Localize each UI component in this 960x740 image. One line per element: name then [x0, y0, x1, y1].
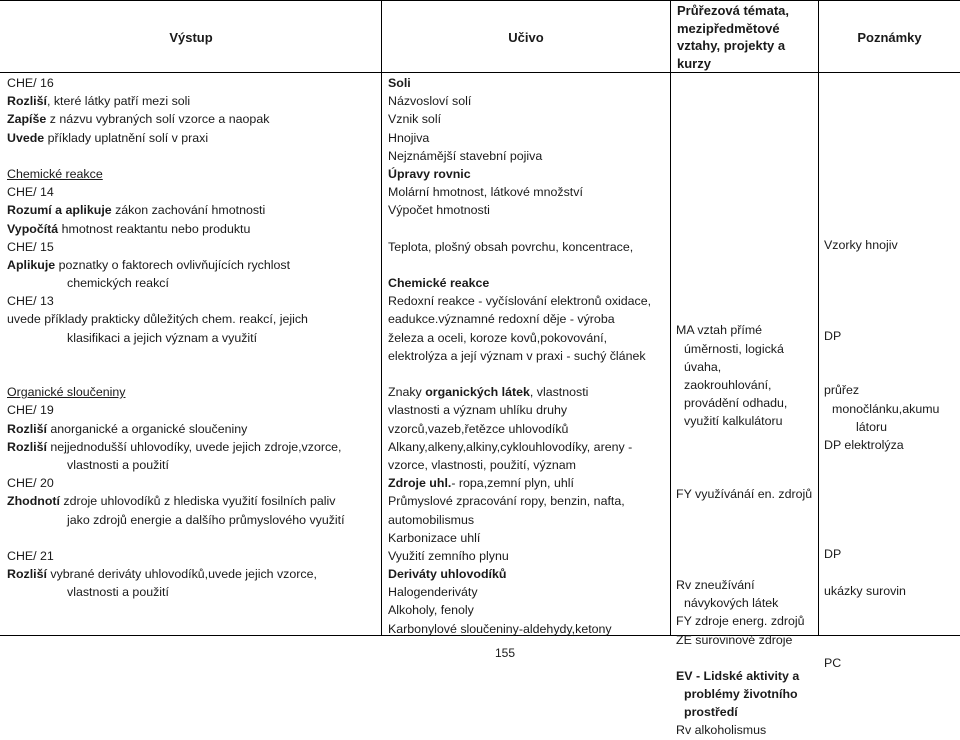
prurezova-line	[676, 285, 812, 303]
vystup-text: nejjednodušší uhlovodíky, uvede jejich zdroje,vzorce,	[46, 439, 342, 454]
ucivo-text: Soli	[388, 76, 411, 90]
prurezova-line	[676, 394, 812, 412]
ucivo-text: Halogenderiváty	[388, 585, 478, 600]
ucivo-text: Znaky	[388, 385, 426, 400]
poznamky-line	[824, 272, 939, 290]
poznamky-line	[824, 309, 939, 327]
ucivo-line	[388, 565, 651, 583]
ucivo-line	[388, 492, 651, 510]
vystup-line	[7, 147, 345, 165]
ucivo-line	[388, 110, 651, 128]
ucivo-line	[388, 74, 651, 92]
ucivo-line	[388, 220, 651, 238]
vystup-line	[7, 438, 345, 456]
poznamky-line	[824, 200, 939, 218]
poznamky-text: látoru	[856, 419, 887, 434]
ucivo-line	[388, 274, 651, 292]
ucivo-text: vzorců,vazeb,řetězce uhlovodíků	[388, 421, 569, 436]
prurezova-text: FY využívánáí en. zdrojů	[676, 487, 813, 501]
prurezova-line	[676, 594, 812, 612]
vystup-line	[7, 110, 345, 128]
vystup-line	[7, 310, 345, 328]
column-divider-2	[670, 0, 671, 636]
poznamky-line	[824, 600, 939, 618]
vystup-text: jako zdrojů energie a dalšího průmyslového využití	[67, 512, 345, 527]
ucivo-text: - ropa,zemní plyn, uhlí	[451, 476, 574, 491]
ucivo-line	[388, 365, 651, 383]
header-prurezova-line-2: mezipředmětové	[677, 20, 780, 36]
vystup-line	[7, 365, 345, 383]
poznamky-line	[824, 254, 939, 272]
vystup-text: CHE/ 21	[7, 548, 54, 563]
vystup-text: vlastnosti a použití	[67, 457, 169, 472]
prurezova-line	[676, 721, 812, 739]
prurezova-line	[676, 267, 812, 285]
ucivo-text: organických látek	[425, 385, 530, 400]
vystup-text: vybrané deriváty uhlovodíků,uvede jejich vzorce,	[46, 567, 317, 582]
prurezova-line	[676, 503, 812, 521]
ucivo-line	[388, 420, 651, 438]
prurezova-text: úvaha,	[684, 359, 722, 374]
ucivo-text: Alkoholy, fenoly	[388, 603, 474, 618]
poznamky-line	[824, 527, 939, 545]
vystup-text: Organické sloučeniny	[7, 385, 126, 400]
vystup-text: příklady uplatnění solí v praxi	[44, 130, 209, 145]
ucivo-text: Redoxní reakce - vyčíslování elektronů oxidace,	[388, 294, 652, 309]
vystup-line	[7, 183, 345, 201]
ucivo-line	[388, 547, 651, 565]
poznamky-line	[824, 327, 939, 345]
poznamky-line	[824, 472, 939, 490]
poznamky-text: DP	[824, 547, 842, 562]
vystup-text: Chemické reakce	[7, 166, 103, 181]
vystup-line	[7, 165, 345, 183]
column-divider-1	[381, 0, 382, 636]
vystup-column	[7, 74, 345, 601]
poznamky-line	[824, 236, 939, 254]
vystup-line	[7, 238, 345, 256]
vystup-line	[7, 129, 345, 147]
header-prurezova-temata	[671, 2, 818, 72]
poznamky-line	[824, 291, 939, 309]
vystup-text: uvede příklady prakticky důležitých chem. reakcí, jejich	[7, 312, 308, 327]
vystup-line	[7, 547, 345, 565]
ucivo-line	[388, 165, 651, 183]
vystup-line	[7, 256, 345, 274]
ucivo-text: Názvosloví solí	[388, 94, 472, 109]
poznamky-text: monočlánku,akumu	[832, 401, 940, 416]
ucivo-text: Teplota, plošný obsah povrchu, koncentrace,	[388, 239, 634, 254]
vystup-text: hmotnost reaktantu nebo produktu	[58, 221, 251, 236]
vystup-line	[7, 74, 345, 92]
vystup-line	[7, 274, 345, 292]
vystup-text: Rozumí a aplikuje	[7, 203, 112, 218]
prurezova-line	[676, 467, 812, 485]
prurezova-text: návykových látek	[684, 596, 779, 611]
table-border-top	[0, 0, 960, 1]
ucivo-line	[388, 292, 651, 310]
vystup-line	[7, 420, 345, 438]
vystup-text: Uvede	[7, 130, 45, 145]
ucivo-line	[388, 383, 651, 401]
poznamky-line	[824, 509, 939, 527]
ucivo-text: železa a oceli, koroze kovů,pokovování,	[388, 330, 608, 345]
ucivo-line	[388, 201, 651, 219]
header-prurezova-line-4: kurzy	[677, 55, 711, 71]
ucivo-line	[388, 347, 651, 365]
prurezova-text: Rv zneužívání	[676, 577, 755, 592]
poznamky-line	[824, 381, 939, 399]
vystup-text: CHE/ 13	[7, 294, 54, 309]
page-number: 155	[494, 646, 516, 660]
ucivo-text: automobilismus	[388, 512, 475, 527]
vystup-line	[7, 492, 345, 510]
header-ucivo: Učivo	[508, 30, 544, 45]
prurezova-text: zaokrouhlování,	[684, 377, 772, 392]
vystup-line	[7, 583, 345, 601]
ucivo-text: Karbonizace uhlí	[388, 530, 481, 545]
ucivo-text: Molární hmotnost, látkové množství	[388, 185, 583, 200]
ucivo-line	[388, 474, 651, 492]
prurezova-line	[676, 249, 812, 267]
prurezova-line	[676, 358, 812, 376]
vystup-text: z názvu vybraných solí vzorce a naopak	[46, 112, 270, 127]
vystup-line	[7, 329, 345, 347]
poznamky-line	[824, 145, 939, 163]
vystup-text: CHE/ 14	[7, 185, 54, 200]
vystup-text: Zapíše	[7, 112, 47, 127]
prurezova-text: prostředí	[684, 705, 738, 720]
prurezova-text: úměrnosti, logická	[684, 341, 784, 356]
ucivo-text: Výpočet hmotnosti	[388, 203, 490, 218]
prurezova-line	[676, 576, 812, 594]
poznamky-line	[824, 418, 939, 436]
ucivo-line	[388, 183, 651, 201]
vystup-line	[7, 456, 345, 474]
vystup-text: Rozliší	[7, 439, 47, 454]
poznamky-text: DP elektrolýza	[824, 438, 904, 452]
ucivo-text: Karbonylové sloučeniny-aldehydy,ketony	[388, 621, 612, 636]
ucivo-line	[388, 438, 651, 456]
ucivo-text: Průmyslové zpracování ropy, benzin, nafta,	[388, 494, 625, 509]
vystup-text: anorganické a organické sloučeniny	[46, 421, 248, 436]
prurezova-line	[676, 430, 812, 448]
poznamky-line	[824, 163, 939, 181]
ucivo-line	[388, 529, 651, 547]
prurezova-text: ZE surovinové zdroje	[676, 632, 793, 647]
ucivo-line	[388, 147, 651, 165]
prurezova-line	[676, 303, 812, 321]
vystup-text: CHE/ 19	[7, 403, 54, 418]
prurezova-text: využití kalkulátoru	[684, 414, 783, 429]
vystup-text: poznatky o faktorech ovlivňujících rychlost	[55, 257, 291, 272]
ucivo-line	[388, 129, 651, 147]
prurezova-line	[676, 412, 812, 430]
ucivo-text: , vlastnosti	[529, 385, 589, 400]
column-divider-3	[818, 0, 819, 636]
prurezova-line	[676, 230, 812, 248]
ucivo-text: vzorce, vlastnosti, použití, význam	[388, 457, 576, 472]
ucivo-line	[388, 583, 651, 601]
prurezova-line	[676, 703, 812, 721]
header-vystup: Výstup	[169, 30, 213, 45]
vystup-text: CHE/ 15	[7, 239, 54, 254]
vystup-line	[7, 565, 345, 583]
poznamky-line	[824, 345, 939, 363]
poznamky-line	[824, 400, 939, 418]
poznamky-line	[824, 436, 939, 454]
ucivo-line	[388, 310, 651, 328]
vystup-line	[7, 474, 345, 492]
header-prurezova-line-1: Průřezová témata,	[677, 3, 789, 18]
prurezova-line	[676, 540, 812, 558]
prurezova-line	[676, 558, 812, 576]
vystup-text: CHE/ 16	[7, 76, 54, 90]
ucivo-text: eadukce.významné redoxní děje - výroba	[388, 312, 615, 327]
ucivo-text: Úpravy rovnic	[388, 166, 471, 181]
vystup-line	[7, 201, 345, 219]
prurezova-text: MA vztah přímé	[676, 323, 763, 338]
poznamky-line	[824, 618, 939, 636]
vystup-text: chemických reakcí	[67, 276, 169, 291]
prurezova-line	[676, 376, 812, 394]
poznamky-line	[824, 181, 939, 199]
vystup-text: klasifikaci a jejich význam a využití	[67, 330, 258, 345]
vystup-line	[7, 401, 345, 419]
prurezova-line	[676, 521, 812, 539]
vystup-text: CHE/ 20	[7, 476, 54, 491]
prurezova-line	[676, 449, 812, 467]
prurezova-text: Rv alkoholismus	[676, 723, 767, 738]
poznamky-line	[824, 218, 939, 236]
ucivo-line	[388, 456, 651, 474]
ucivo-line	[388, 601, 651, 619]
poznamky-line	[824, 363, 939, 381]
vystup-text: Rozliší	[7, 567, 47, 582]
ucivo-column	[388, 74, 651, 638]
vystup-line	[7, 383, 345, 401]
poznamky-line	[824, 582, 939, 600]
ucivo-text: Zdroje uhl.	[388, 476, 452, 491]
vystup-text: Rozliší	[7, 94, 47, 109]
prurezova-line	[676, 194, 812, 212]
header-poznamky: Poznámky	[857, 30, 922, 45]
poznamky-text: ukázky surovin	[824, 583, 906, 598]
ucivo-line	[388, 92, 651, 110]
vystup-text: Vypočítá	[7, 221, 59, 236]
ucivo-text: Vznik solí	[388, 112, 442, 127]
vystup-line	[7, 220, 345, 238]
ucivo-line	[388, 256, 651, 274]
ucivo-text: Nejznámější stavební pojiva	[388, 148, 543, 163]
ucivo-text: vlastnosti a význam uhlíku druhy	[388, 403, 568, 418]
poznamky-text: Vzorky hnojiv	[824, 237, 898, 252]
prurezova-line	[676, 321, 812, 339]
poznamky-column	[824, 145, 939, 672]
poznamky-line	[824, 563, 939, 581]
prurezova-line	[676, 485, 812, 503]
poznamky-line	[824, 545, 939, 563]
ucivo-text: Chemické reakce	[388, 276, 490, 291]
poznamky-text: průřez	[824, 383, 860, 398]
prurezova-line	[676, 667, 812, 685]
vystup-text: Aplikuje	[7, 257, 56, 272]
vystup-line	[7, 511, 345, 529]
vystup-text: zákon zachování hmotnosti	[111, 203, 266, 218]
ucivo-text: elektrolýza a její význam v praxi - suchý článek	[388, 348, 646, 363]
vystup-text: Zhodnotí	[7, 494, 60, 509]
vystup-text: vlastnosti a použití	[67, 585, 169, 600]
prurezova-text: provádění odhadu,	[684, 396, 788, 411]
header-divider	[0, 72, 960, 73]
ucivo-text: Hnojiva	[388, 130, 430, 145]
poznamky-line	[824, 491, 939, 509]
vystup-line	[7, 292, 345, 310]
prurezova-text: EV - Lidské aktivity a	[676, 668, 800, 683]
poznamky-text: PC	[824, 656, 842, 671]
ucivo-text: Alkany,alkeny,alkiny,cyklouhlovodíky, areny -	[388, 439, 633, 454]
vystup-text: zdroje uhlovodíků z hlediska využití fosilních paliv	[59, 494, 336, 509]
prurezova-text: FY zdroje energ. zdrojů	[676, 614, 805, 629]
ucivo-text: Využití zemního plynu	[388, 548, 509, 563]
vystup-line	[7, 92, 345, 110]
vystup-line	[7, 529, 345, 547]
ucivo-line	[388, 238, 651, 256]
header-prurezova-line-3: vztahy, projekty a	[677, 38, 786, 53]
prurezova-line	[676, 340, 812, 358]
vystup-text: , které látky patří mezi soli	[46, 94, 191, 109]
ucivo-line	[388, 329, 651, 347]
prurezova-line	[676, 612, 812, 630]
vystup-line	[7, 347, 345, 365]
ucivo-line	[388, 511, 651, 529]
ucivo-line	[388, 401, 651, 419]
prurezova-text: problémy životního	[684, 687, 798, 702]
vystup-text: Rozliší	[7, 421, 47, 436]
prurezova-line	[676, 685, 812, 703]
poznamky-line	[824, 454, 939, 472]
poznamky-text: DP	[824, 328, 842, 343]
prurezova-line	[676, 212, 812, 230]
ucivo-text: Deriváty uhlovodíků	[388, 567, 507, 582]
ucivo-line	[388, 620, 651, 638]
